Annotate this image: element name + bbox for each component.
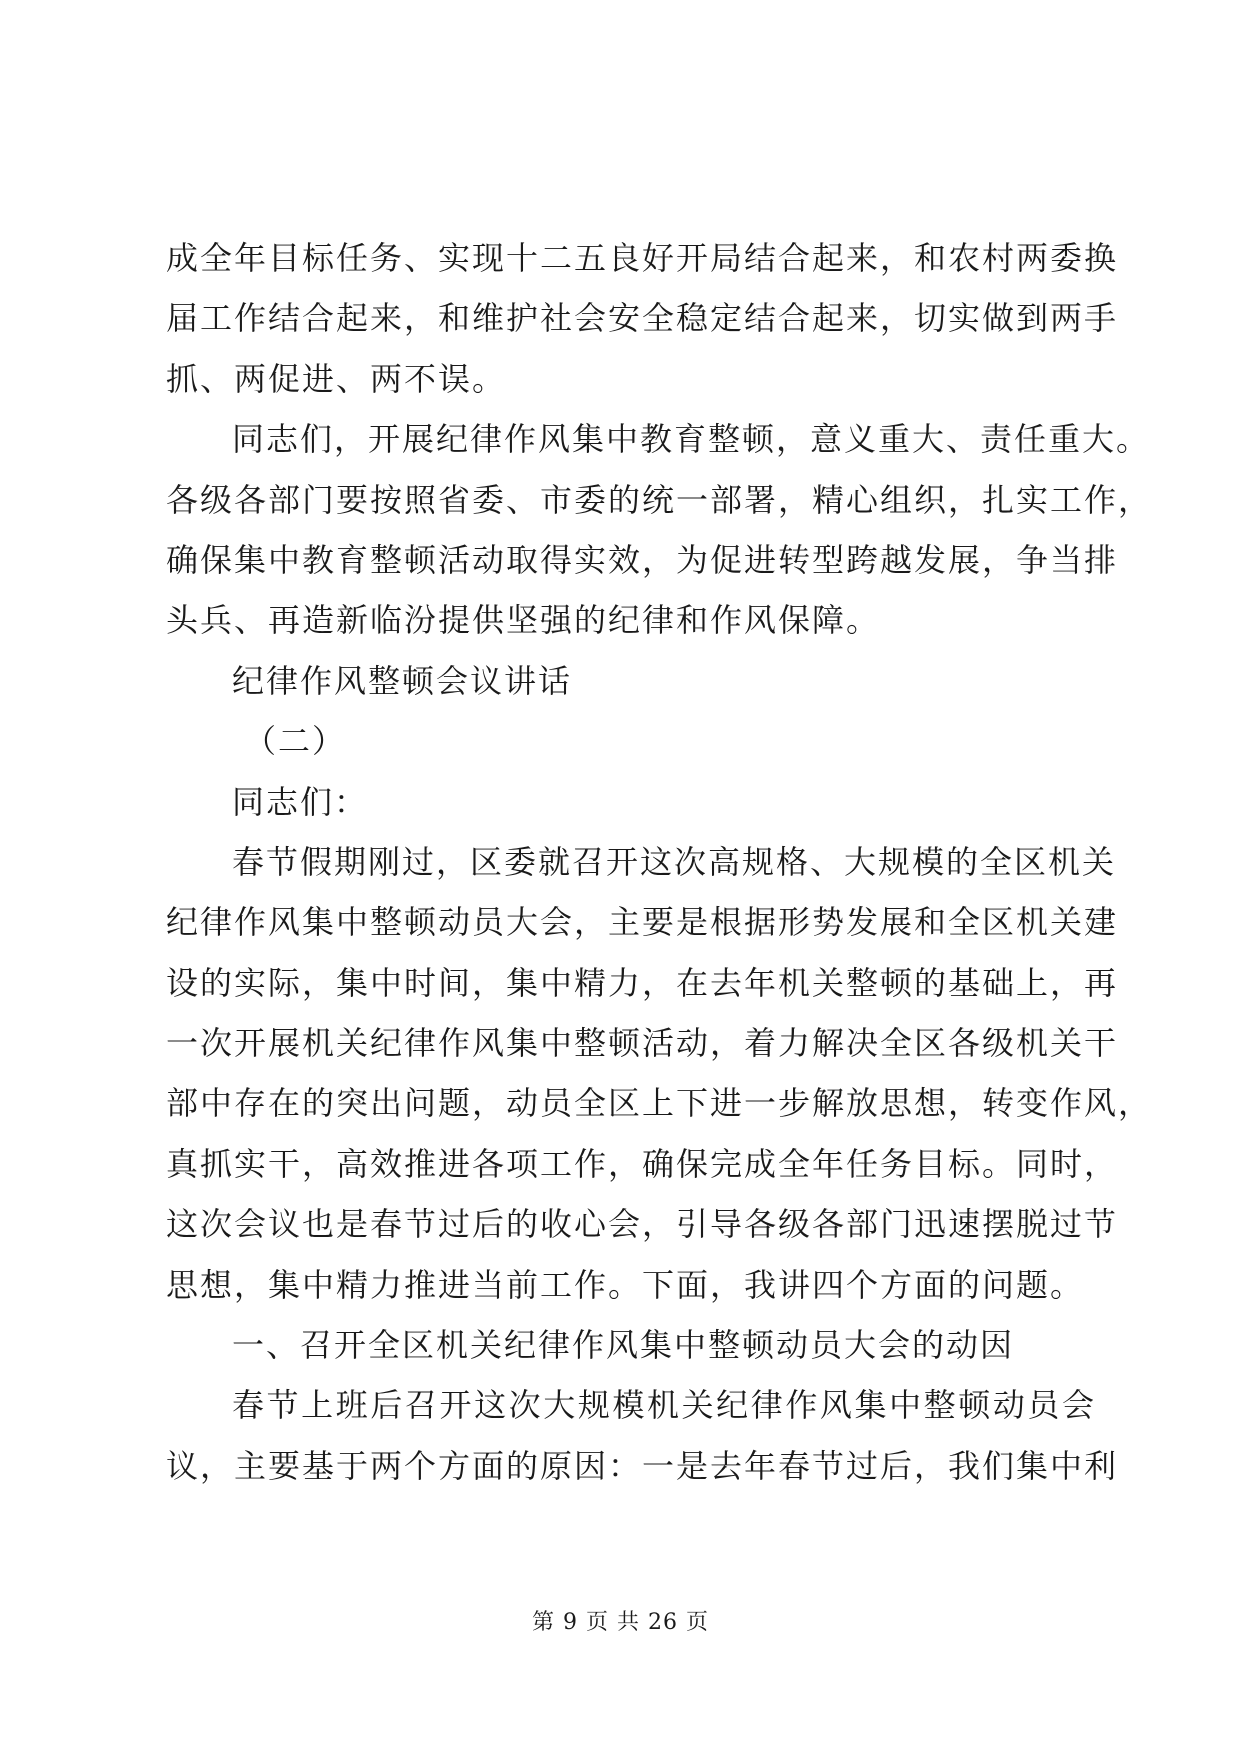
salutation: 同志们： <box>232 782 369 821</box>
text-line: 议，主要基于两个方面的原因：一是去年春节过后，我们集中利 <box>166 1446 1119 1485</box>
text-line: 春节假期刚过，区委就召开这次高规格、大规模的全区机关 <box>232 842 1117 881</box>
text-line: 确保集中教育整顿活动取得实效，为促进转型跨越发展，争当排 <box>166 540 1119 579</box>
text-line: 一次开展机关纪律作风集中整顿活动，着力解决全区各级机关干 <box>166 1024 1119 1063</box>
text-line: 届工作结合起来，和维护社会安全稳定结合起来，切实做到两手 <box>166 299 1119 338</box>
section-heading: 一、召开全区机关纪律作风集中整顿动员大会的动因 <box>232 1326 1015 1365</box>
text-line: 部中存在的突出问题，动员全区上下进一步解放思想，转变作风， <box>166 1084 1153 1123</box>
text-line: 设的实际，集中时间，集中精力，在去年机关整顿的基础上，再 <box>166 963 1119 1002</box>
text-line: 这次会议也是春节过后的收心会，引导各级各部门迅速摆脱过节 <box>166 1205 1119 1244</box>
text-line: 纪律作风集中整顿动员大会，主要是根据形势发展和全区机关建 <box>166 903 1119 942</box>
text-line: 头兵、再造新临汾提供坚强的纪律和作风保障。 <box>166 601 881 640</box>
page-number: 第 9 页 共 26 页 <box>532 1610 709 1635</box>
section-title: 纪律作风整顿会议讲话 <box>232 661 573 700</box>
text-line: 同志们，开展纪律作风集中教育整顿，意义重大、责任重大。 <box>232 420 1151 459</box>
section-number: （二） <box>244 722 347 761</box>
text-line: 成全年目标任务、实现十二五良好开局结合起来，和农村两委换 <box>166 239 1119 277</box>
text-line: 抓、两促进、两不误。 <box>166 359 507 398</box>
text-line: 各级各部门要按照省委、市委的统一部署，精心组织，扎实工作， <box>166 480 1153 519</box>
body-text <box>166 228 1153 1496</box>
text-line: 春节上班后召开这次大规模机关纪律作风集中整顿动员会 <box>232 1386 1096 1425</box>
text-line: 思想，集中精力推进当前工作。下面，我讲四个方面的问题。 <box>166 1265 1085 1304</box>
text-line: 真抓实干，高效推进各项工作，确保完成全年任务目标。同时， <box>166 1144 1119 1183</box>
